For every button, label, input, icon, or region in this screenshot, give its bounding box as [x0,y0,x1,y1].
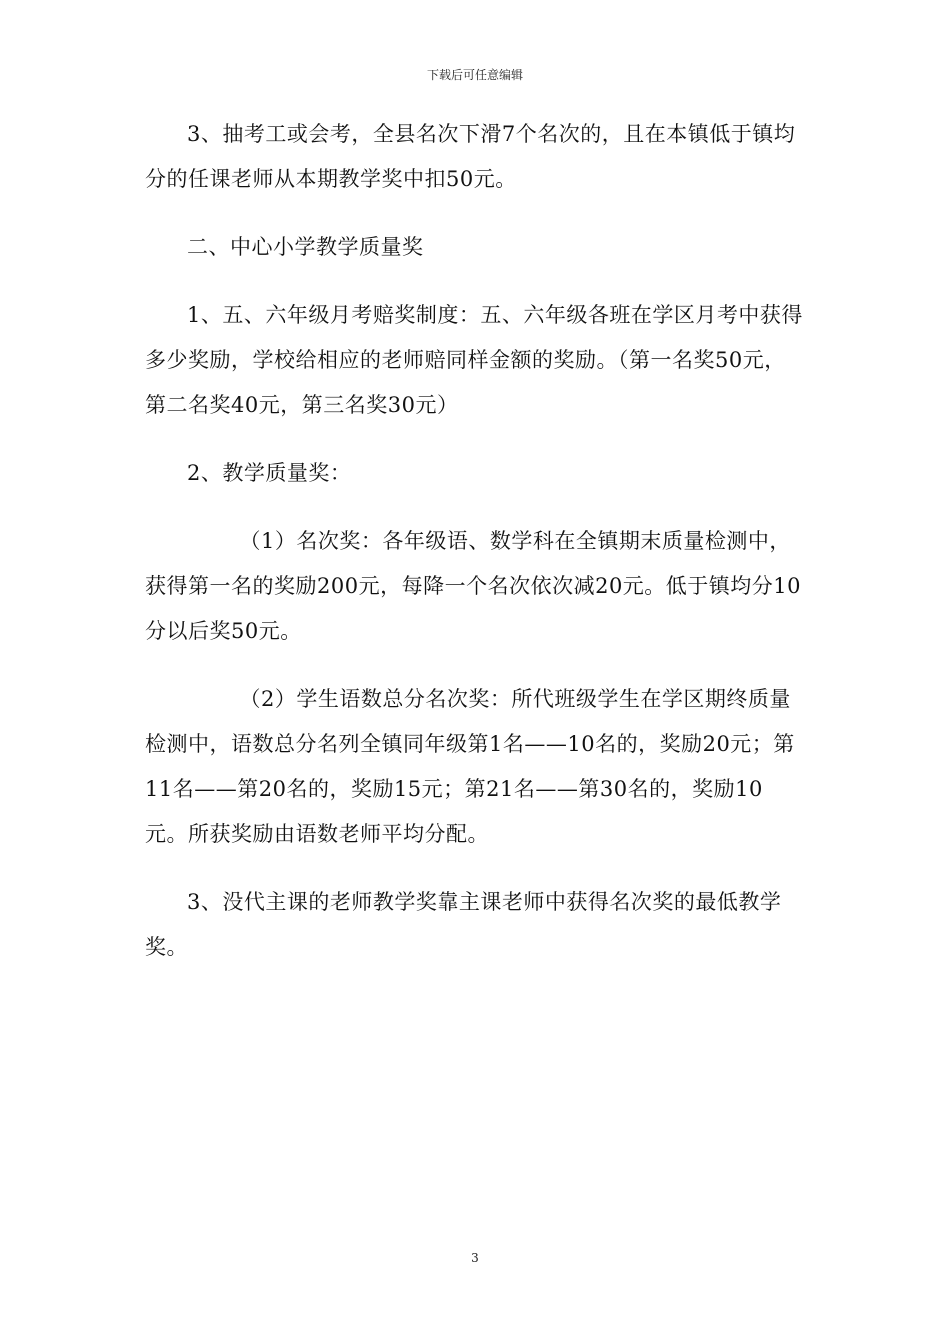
paragraph-deduction-rule: 3、抽考工或会考，全县名次下滑7个名次的，且在本镇低于镇均分的任课老师从本期教学奖中扣50元。 [145,122,796,191]
paragraph-monthly-exam-award: 1、五、六年级月考赔奖制度：五、六年级各班在学区月考中获得多少奖励，学校给相应的老师赔同样金额的奖励。（第一名奖50元，第二名奖40元，第三名奖30元） [145,303,803,417]
page-number: 3 [471,1251,479,1265]
paragraph-total-score-ranking-award: （2）学生语数总分名次奖：所代班级学生在学区期终质量检测中，语数总分名列全镇同年级第1名——10名的，奖励20元；第11名——第20名的，奖励15元；第21名——第30名的，奖励10元。所获奖励由语数老师平均分配。 [145,687,795,846]
paragraph-teaching-quality-award: 2、教学质量奖： [187,461,352,485]
section-heading-quality-award: 二、中心小学教学质量奖 [187,235,424,259]
paragraph-ranking-award: （1）名次奖：各年级语、数学科在全镇期末质量检测中，获得第一名的奖励200元，每降一个名次依次减20元。低于镇均分10分以后奖50元。 [145,529,802,643]
paragraph-non-core-teacher-award: 3、没代主课的老师教学奖靠主课老师中获得名次奖的最低教学奖。 [145,890,782,959]
page-header: 下载后可任意编辑 [426,68,523,82]
document-body [145,112,805,970]
